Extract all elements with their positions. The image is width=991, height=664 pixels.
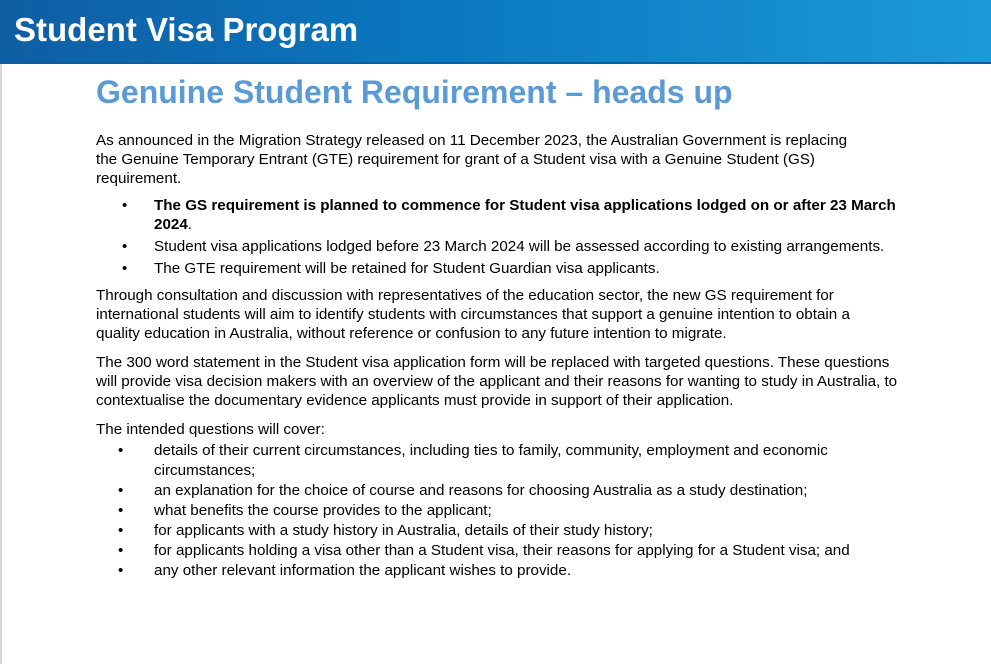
bullet-icon: •	[118, 502, 124, 519]
list-item	[96, 237, 916, 256]
list-item	[96, 501, 914, 521]
list-item	[96, 259, 916, 278]
question-text: an explanation for the choice of course and reasons for choosing Australia as a study destination;	[154, 482, 808, 499]
question-text: details of their current circumstances, including ties to family, community, employment and economic circumstances;	[154, 442, 828, 479]
list-item	[96, 441, 914, 481]
commence-date-tail: .	[187, 216, 193, 233]
header-banner	[0, 0, 991, 62]
statement-paragraph: The 300 word statement in the Student visa application form will be replaced with targeted questions. These questions will provide visa decision makers with an overview of the applicant and their reasons for wanting to study in Australia, to contextualise the documentary evidence applicants must provide in support of their application.	[96, 354, 898, 409]
program-title: Student Visa Program	[14, 11, 359, 48]
list-item	[96, 481, 914, 501]
questions-list	[96, 441, 916, 581]
list-item	[96, 196, 916, 234]
question-text: for applicants holding a visa other than a Student visa, their reasons for applying for a Student visa; and	[154, 542, 850, 559]
bullet-icon: •	[118, 562, 124, 579]
question-text: for applicants with a study history in Australia, details of their study history;	[154, 522, 653, 539]
bullet-icon: •	[122, 238, 128, 255]
before-date-text: Student visa applications lodged before 23 March 2024 will be assessed according to existing arrangements.	[154, 238, 885, 255]
header-divider	[0, 62, 991, 64]
document-body	[96, 70, 916, 581]
page-heading: Genuine Student Requirement – heads up	[96, 74, 733, 110]
consultation-paragraph: Through consultation and discussion with representatives of the education sector, the new GS requirement for international students will aim to identify students with circumstances that support a genuine intention to obtain a quality education in Australia, without reference or confusion to any future intention to migrate.	[96, 287, 850, 342]
list-item	[96, 521, 914, 541]
question-text: any other relevant information the applicant wishes to provide.	[154, 562, 572, 579]
bullet-icon: •	[122, 197, 128, 214]
bullet-icon: •	[118, 522, 124, 539]
bullet-icon: •	[122, 260, 128, 277]
list-item	[96, 541, 914, 561]
gte-retained-text: The GTE requirement will be retained for Student Guardian visa applicants.	[154, 260, 660, 277]
bullet-icon: •	[118, 482, 124, 499]
questions-intro: The intended questions will cover:	[96, 421, 325, 438]
key-points-list	[96, 196, 916, 278]
bullet-icon: •	[118, 442, 124, 459]
question-text: what benefits the course provides to the applicant;	[154, 502, 492, 519]
list-item	[96, 561, 914, 581]
commence-date-text: The GS requirement is planned to commence for Student visa applications lodged on or after 23 March 2024	[154, 197, 896, 233]
intro-paragraph: As announced in the Migration Strategy released on 11 December 2023, the Australian Government is replacing the Genuine Temporary Entrant (GTE) requirement for grant of a Student visa with a Genuine Student (GS) requirement.	[96, 132, 848, 187]
bullet-icon: •	[118, 542, 124, 559]
